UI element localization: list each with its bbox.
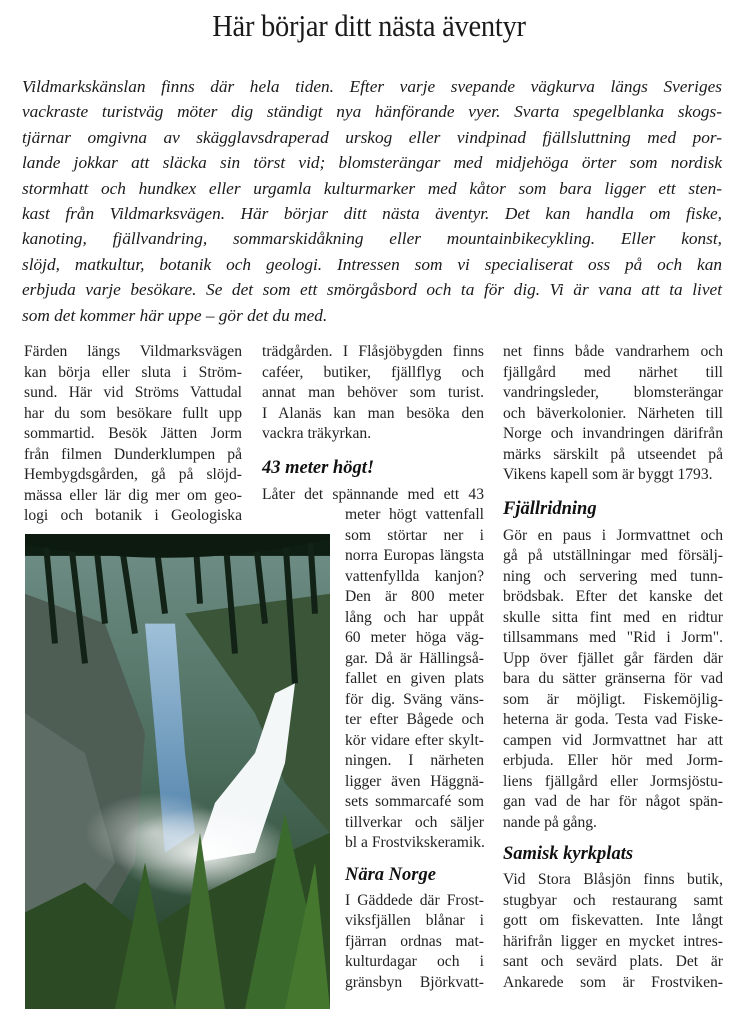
body-line: härifrån ligger en mycket intres-	[503, 932, 723, 950]
body-line: ter efter Bågede och	[345, 711, 484, 728]
lead-line: lande jokkar att släcka sin törst vid; blomsterängar med midjehöga örter som nordisk	[22, 153, 722, 173]
body-line: sant och sevärd plats. Det är	[503, 953, 723, 970]
body-line: gott om fiskevatten. Inte långt	[503, 912, 723, 929]
body-line: gan vad de har för något spän-	[503, 793, 723, 810]
lead-line: erbjuda varje besökare. Se det som ett smörgåsbord och ta för dig. Vi är vana att ta livet	[22, 280, 722, 300]
body-line: gränsbyn Björkvatt-	[345, 973, 484, 991]
body-line: tillverkar och säljer	[345, 813, 484, 831]
lead-line: kast från Vildmarksvägen. Här börjar ditt nästa äventyr. Det kan handla om fiske,	[22, 204, 722, 224]
body-line: bl a Frostvikskeramik.	[345, 834, 485, 851]
body-line: Låter det spännande med ett 43	[262, 485, 484, 503]
section-heading-samisk-kyrkplats: Samisk kyrkplats	[503, 844, 634, 864]
body-line: viksfjällen blånar i	[345, 912, 484, 929]
body-line: vandringsleder, blomsterängar	[503, 384, 723, 401]
body-line: sets sommarcafé som	[345, 793, 484, 810]
body-line: har du som besökare fullt upp	[24, 404, 242, 422]
wrapped-text-beside-photo	[262, 505, 484, 993]
body-line: ligger även Häggnä-	[345, 772, 484, 790]
body-line: skulle sitta fint med en ridtur	[503, 608, 723, 626]
lead-line: tjärnar omgivna av skägglavsdraperad urskog eller vindpinad fjällsluttning med por-	[22, 127, 722, 147]
lead-line: Vildmarkskänslan finns där hela tiden. Efter varje svepande vägkurva längs Sveriges	[22, 77, 722, 96]
lead-line: kanoting, fjällvandring, sommarskidåkning eller mountainbikecykling. Eller konst,	[22, 229, 722, 249]
body-line: nande på gång.	[503, 813, 597, 831]
body-line: brödsbak. Efter det kanske det	[503, 588, 723, 605]
body-line: trädgården. I Flåsjöbygden finns	[262, 343, 484, 360]
body-line: Vid Stora Blåsjön finns butik,	[503, 871, 723, 888]
body-line: gå på utställningar med försälj-	[503, 547, 723, 564]
body-line: fallet en given plats	[345, 670, 484, 687]
body-line: för dig. Sväng väns-	[345, 690, 484, 708]
body-line: sund. Här vid Ströms Vattudal	[24, 384, 242, 401]
body-line: Vikens kapell som är byggt 1793.	[503, 466, 713, 483]
body-line: kulturdagar och i	[345, 953, 484, 970]
body-line: som störtar ner i	[345, 526, 484, 544]
body-line: erbjuda. Eller hör med Jorm-	[503, 752, 723, 769]
section-heading-nara-norge: Nära Norge	[345, 864, 436, 885]
body-line: Den är 800 meter	[345, 588, 484, 605]
body-line: kan börja eller sluta i Ström-	[24, 363, 242, 381]
body-line: lång och har uppåt	[345, 608, 484, 626]
lead-line: slöjd, matkultur, botanik och geologi. Intressen som vi specialiserat oss på och kan	[22, 254, 722, 274]
lead-line: vackraste turistväg möter dig ständigt nya hänförande vyer. Svarta spegelblanka skogs-	[22, 102, 722, 122]
column-2	[262, 342, 484, 993]
body-line: I Gäddede där Frost-	[345, 891, 484, 909]
column-3	[503, 342, 723, 993]
body-line: I Alanäs kan man besöka den	[262, 404, 484, 422]
body-line: logi och botanik i Geologiska	[24, 507, 242, 524]
body-line: bara du sätter gränserna för vad	[503, 670, 723, 687]
body-line: Gör en paus i Jormvattnet och	[503, 526, 723, 544]
body-line: Färden längs Vildmarksvägen	[24, 343, 242, 360]
body-line: Norge och invandringen därifrån	[503, 425, 723, 442]
body-line: stugbyar och restaurang samt	[503, 891, 723, 909]
body-line: ning och servering med tunn-	[503, 567, 723, 585]
lead-paragraph	[22, 74, 722, 328]
body-line: Ankarede som är Frostviken-	[503, 973, 723, 991]
lead-line: som det kommer här uppe – gör det du med.	[22, 305, 328, 325]
body-line: gar. Då är Hällingså-	[345, 649, 484, 667]
body-line: caféer, butiker, fjällflyg och	[262, 363, 484, 381]
body-line: fjärran ordnas mat-	[345, 932, 484, 950]
body-line: Hembygdsgården, gå på slöjd-	[24, 466, 242, 483]
section-heading-fjallridning: Fjällridning	[503, 498, 597, 519]
column-1	[24, 342, 242, 527]
section-heading-43-meter: 43 meter högt!	[262, 457, 375, 478]
body-line: kör vidare efter skylt-	[345, 731, 484, 749]
body-line: vackra träkyrkan.	[262, 425, 372, 442]
body-line: norra Europas längsta	[345, 547, 484, 564]
body-line: vattenfyllda kanjon?	[345, 567, 484, 585]
body-line: heterna är goda. Testa vad Fiske-	[503, 711, 723, 728]
body-line: meter högt vattenfall	[345, 506, 484, 523]
page-title: Här börjar ditt nästa äventyr	[212, 8, 526, 43]
body-line: liens fjällgård eller Jormsjöstu-	[503, 772, 723, 790]
body-line: tillsammans med "Rid i Jorm".	[503, 629, 723, 646]
body-line: Upp över fjället går färden där	[503, 649, 723, 667]
body-line: campen vid Jormvattnet har att	[503, 731, 723, 749]
body-line: annat man behöver som turist.	[262, 384, 484, 401]
body-line: som är möjligt. Fiskemöjlig-	[503, 690, 723, 708]
body-line: 60 meter höga väg-	[345, 629, 484, 646]
body-line: ningen. I närheten	[345, 752, 484, 769]
body-line: och bäverkolonier. Närheten till	[503, 404, 723, 422]
body-line: märks särskilt på utseendet på	[503, 445, 723, 463]
lead-line: stormhatt och hundkex eller urgamla kulturmarker med kåtor som bara ligger ett sten-	[22, 178, 722, 198]
body-line: mässa eller lär dig mer om geo-	[24, 486, 242, 504]
body-line: fjällgård med närhet till	[503, 363, 723, 381]
body-line: från filmen Dunderklumpen på	[24, 445, 242, 463]
body-line: net finns både vandrarhem och	[503, 343, 723, 360]
body-line: sommartid. Besök Jätten Jorm	[24, 425, 242, 442]
